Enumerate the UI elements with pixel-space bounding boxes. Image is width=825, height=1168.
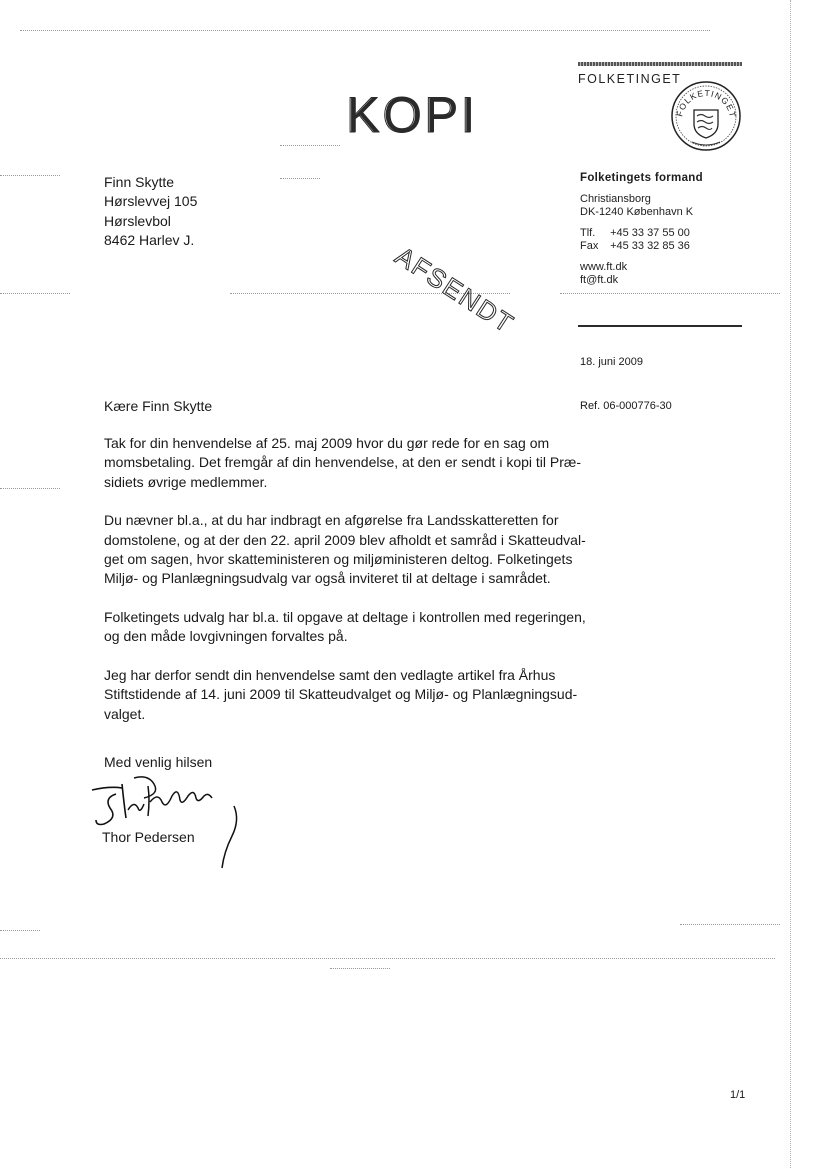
paragraph-2-line-1: Du nævner bl.a., at du har indbragt en afgørelse fra Landsskatteretten for <box>104 512 559 529</box>
paragraph-2-line-4: Miljø- og Planlægningsudvalg var også inviteret til at deltage i samrådet. <box>104 570 551 587</box>
closing-phrase: Med venlig hilsen <box>104 754 213 770</box>
scan-line-header-mid-2 <box>280 178 320 179</box>
paragraph-2-line-3: get om sagen, hvor skatteministeren og miljøministeren deltog. Folketingets <box>104 550 573 567</box>
paragraph-4-line-1: Jeg har derfor sendt din henvendelse samt den vedlagte artikel fra Århus <box>104 667 556 684</box>
fax-label: Fax <box>580 240 599 252</box>
paragraph-3-line-1: Folketingets udvalg har bl.a. til opgave at deltage i kontrollen med regeringen, <box>104 609 586 626</box>
paragraph-4-line-3: valget. <box>104 705 146 722</box>
kopi-stamp: KOPI <box>346 87 478 143</box>
afsendt-stamp: AFSENDT <box>390 240 520 340</box>
sender-building: Christiansborg <box>580 193 651 205</box>
page-number: 1/1 <box>730 1089 746 1101</box>
scan-line-right-1 <box>560 293 780 294</box>
letterhead-top-rule <box>578 62 742 66</box>
paragraph-3-line-2: og den måde lovgivningen forvaltes på. <box>104 628 348 645</box>
recipient-postal: 8462 Harlev J. <box>104 231 195 248</box>
seal-lettering: FOLKETINGET <box>674 87 738 119</box>
paragraph-1 <box>104 434 582 492</box>
scan-line-left-1 <box>0 175 60 176</box>
svg-text:FOLKETINGET <box>674 88 738 119</box>
scan-line-left-3 <box>0 488 60 489</box>
folketinget-seal-icon <box>670 80 742 152</box>
signer-name: Thor Pedersen <box>102 829 195 845</box>
fax-number: +45 33 32 85 36 <box>610 240 690 252</box>
scan-line-bottom-1 <box>0 958 775 959</box>
letterhead-divider-rule <box>578 325 742 327</box>
scan-vline-right <box>790 0 791 1168</box>
reference-number: Ref. 06-000776-30 <box>580 400 672 412</box>
sender-title: Folketingets formand <box>580 172 703 184</box>
recipient-address <box>104 173 197 250</box>
paragraph-4 <box>104 666 578 724</box>
paragraph-4-line-2: Stiftstidende af 14. juni 2009 til Skatteudvalget og Miljø- og Planlægningsud- <box>104 686 578 703</box>
paragraph-1-line-2: momsbetaling. Det fremgår af din henvendelse, at den er sendt i kopi til Præ- <box>104 454 582 471</box>
scan-line-bottom-2 <box>330 968 390 969</box>
phone-label: Tlf. <box>580 227 596 239</box>
paragraph-1-line-1: Tak for din henvendelse af 25. maj 2009 hvor du gør rede for en sag om <box>104 435 550 451</box>
scan-line-bottom-3 <box>680 924 780 925</box>
handwritten-signature <box>88 772 248 872</box>
sender-city: DK-1240 København K <box>580 206 694 218</box>
phone-number: +45 33 37 55 00 <box>610 227 690 239</box>
paragraph-1-line-3: sidiets øvrige medlemmer. <box>104 473 268 490</box>
organization-name: FOLKETINGET <box>578 72 682 86</box>
sender-phone-row <box>580 227 703 240</box>
recipient-town: Hørslevbol <box>104 212 171 229</box>
scan-line-left-2 <box>0 293 70 294</box>
scan-line-left-4 <box>0 930 40 931</box>
recipient-street: Hørslevvej 105 <box>104 193 198 210</box>
paragraph-3 <box>104 608 586 647</box>
scan-line-header-mid <box>280 145 340 146</box>
scan-line-top <box>20 30 710 31</box>
sender-block <box>580 172 703 287</box>
letter-date: 18. juni 2009 <box>580 356 643 368</box>
sender-web: www.ft.dk <box>580 261 628 273</box>
recipient-name: Finn Skytte <box>104 174 175 190</box>
paragraph-2-line-2: domstolene, og at der den 22. april 2009 blev afholdt et samråd i Skatteudval- <box>104 531 586 548</box>
sender-email: ft@ft.dk <box>580 274 619 286</box>
salutation: Kære Finn Skytte <box>104 398 213 414</box>
sender-fax-row <box>580 240 703 253</box>
letter-body <box>104 434 586 744</box>
paragraph-2 <box>104 511 586 588</box>
